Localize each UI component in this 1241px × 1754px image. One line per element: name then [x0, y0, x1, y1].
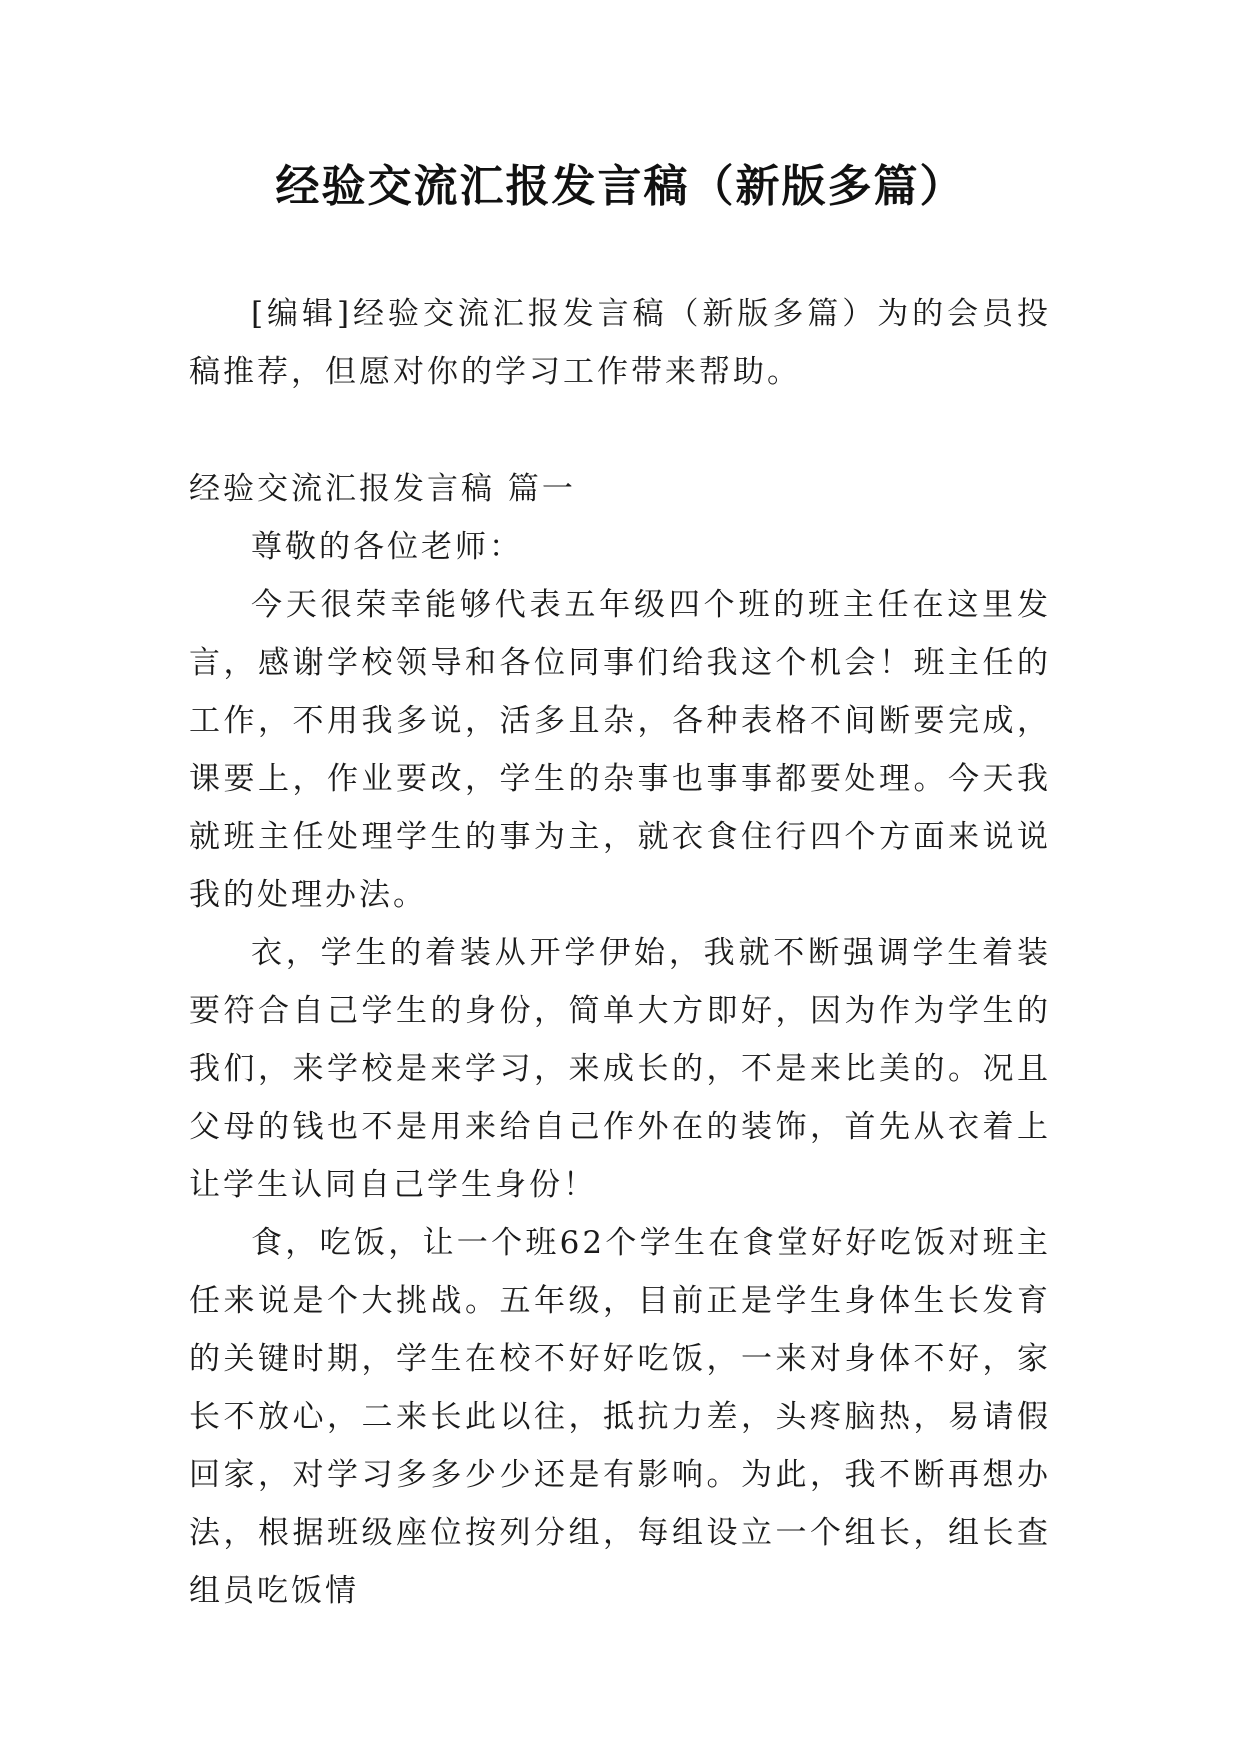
document-title: 经验交流汇报发言稿（新版多篇） — [275, 161, 966, 212]
intro-block — [189, 285, 1051, 401]
intro-paragraph: [编辑]经验交流汇报发言稿（新版多篇）为的会员投稿推荐，但愿对你的学习工作带来帮助。 — [189, 296, 1051, 390]
salutation: 尊敬的各位老师： — [251, 529, 523, 565]
body-paragraph: 食，吃饭，让一个班62个学生在食堂好好吃饭对班主任来说是个大挑战。五年级，目前正是学生身体生长发育的关键时期，学生在校不好好吃饭，一来对身体不好，家长不放心，二来长此以往，抵抗力差，头疼脑热，易请假回家，对学习多多少少还是有影响。为此，我不断再想办法，根据班级座位按列分组，每组设立一个组长，组长查组员吃饭情 — [189, 1225, 1051, 1609]
section-heading: 经验交流汇报发言稿 篇一 — [189, 471, 576, 507]
section-one — [189, 460, 1051, 1620]
body-paragraph: 今天很荣幸能够代表五年级四个班的班主任在这里发言，感谢学校领导和各位同事们给我这个机会！班主任的工作，不用我多说，活多且杂，各种表格不间断要完成，课要上，作业要改，学生的杂事也事事都要处理。今天我就班主任处理学生的事为主，就衣食住行四个方面来说说我的处理办法。 — [189, 587, 1051, 913]
body-paragraph: 衣，学生的着装从开学伊始，我就不断强调学生着装要符合自己学生的身份，简单大方即好，因为作为学生的我们，来学校是来学习，来成长的，不是来比美的。况且父母的钱也不是用来给自己作外在的装饰，首先从衣着上让学生认同自己学生身份！ — [189, 935, 1051, 1203]
